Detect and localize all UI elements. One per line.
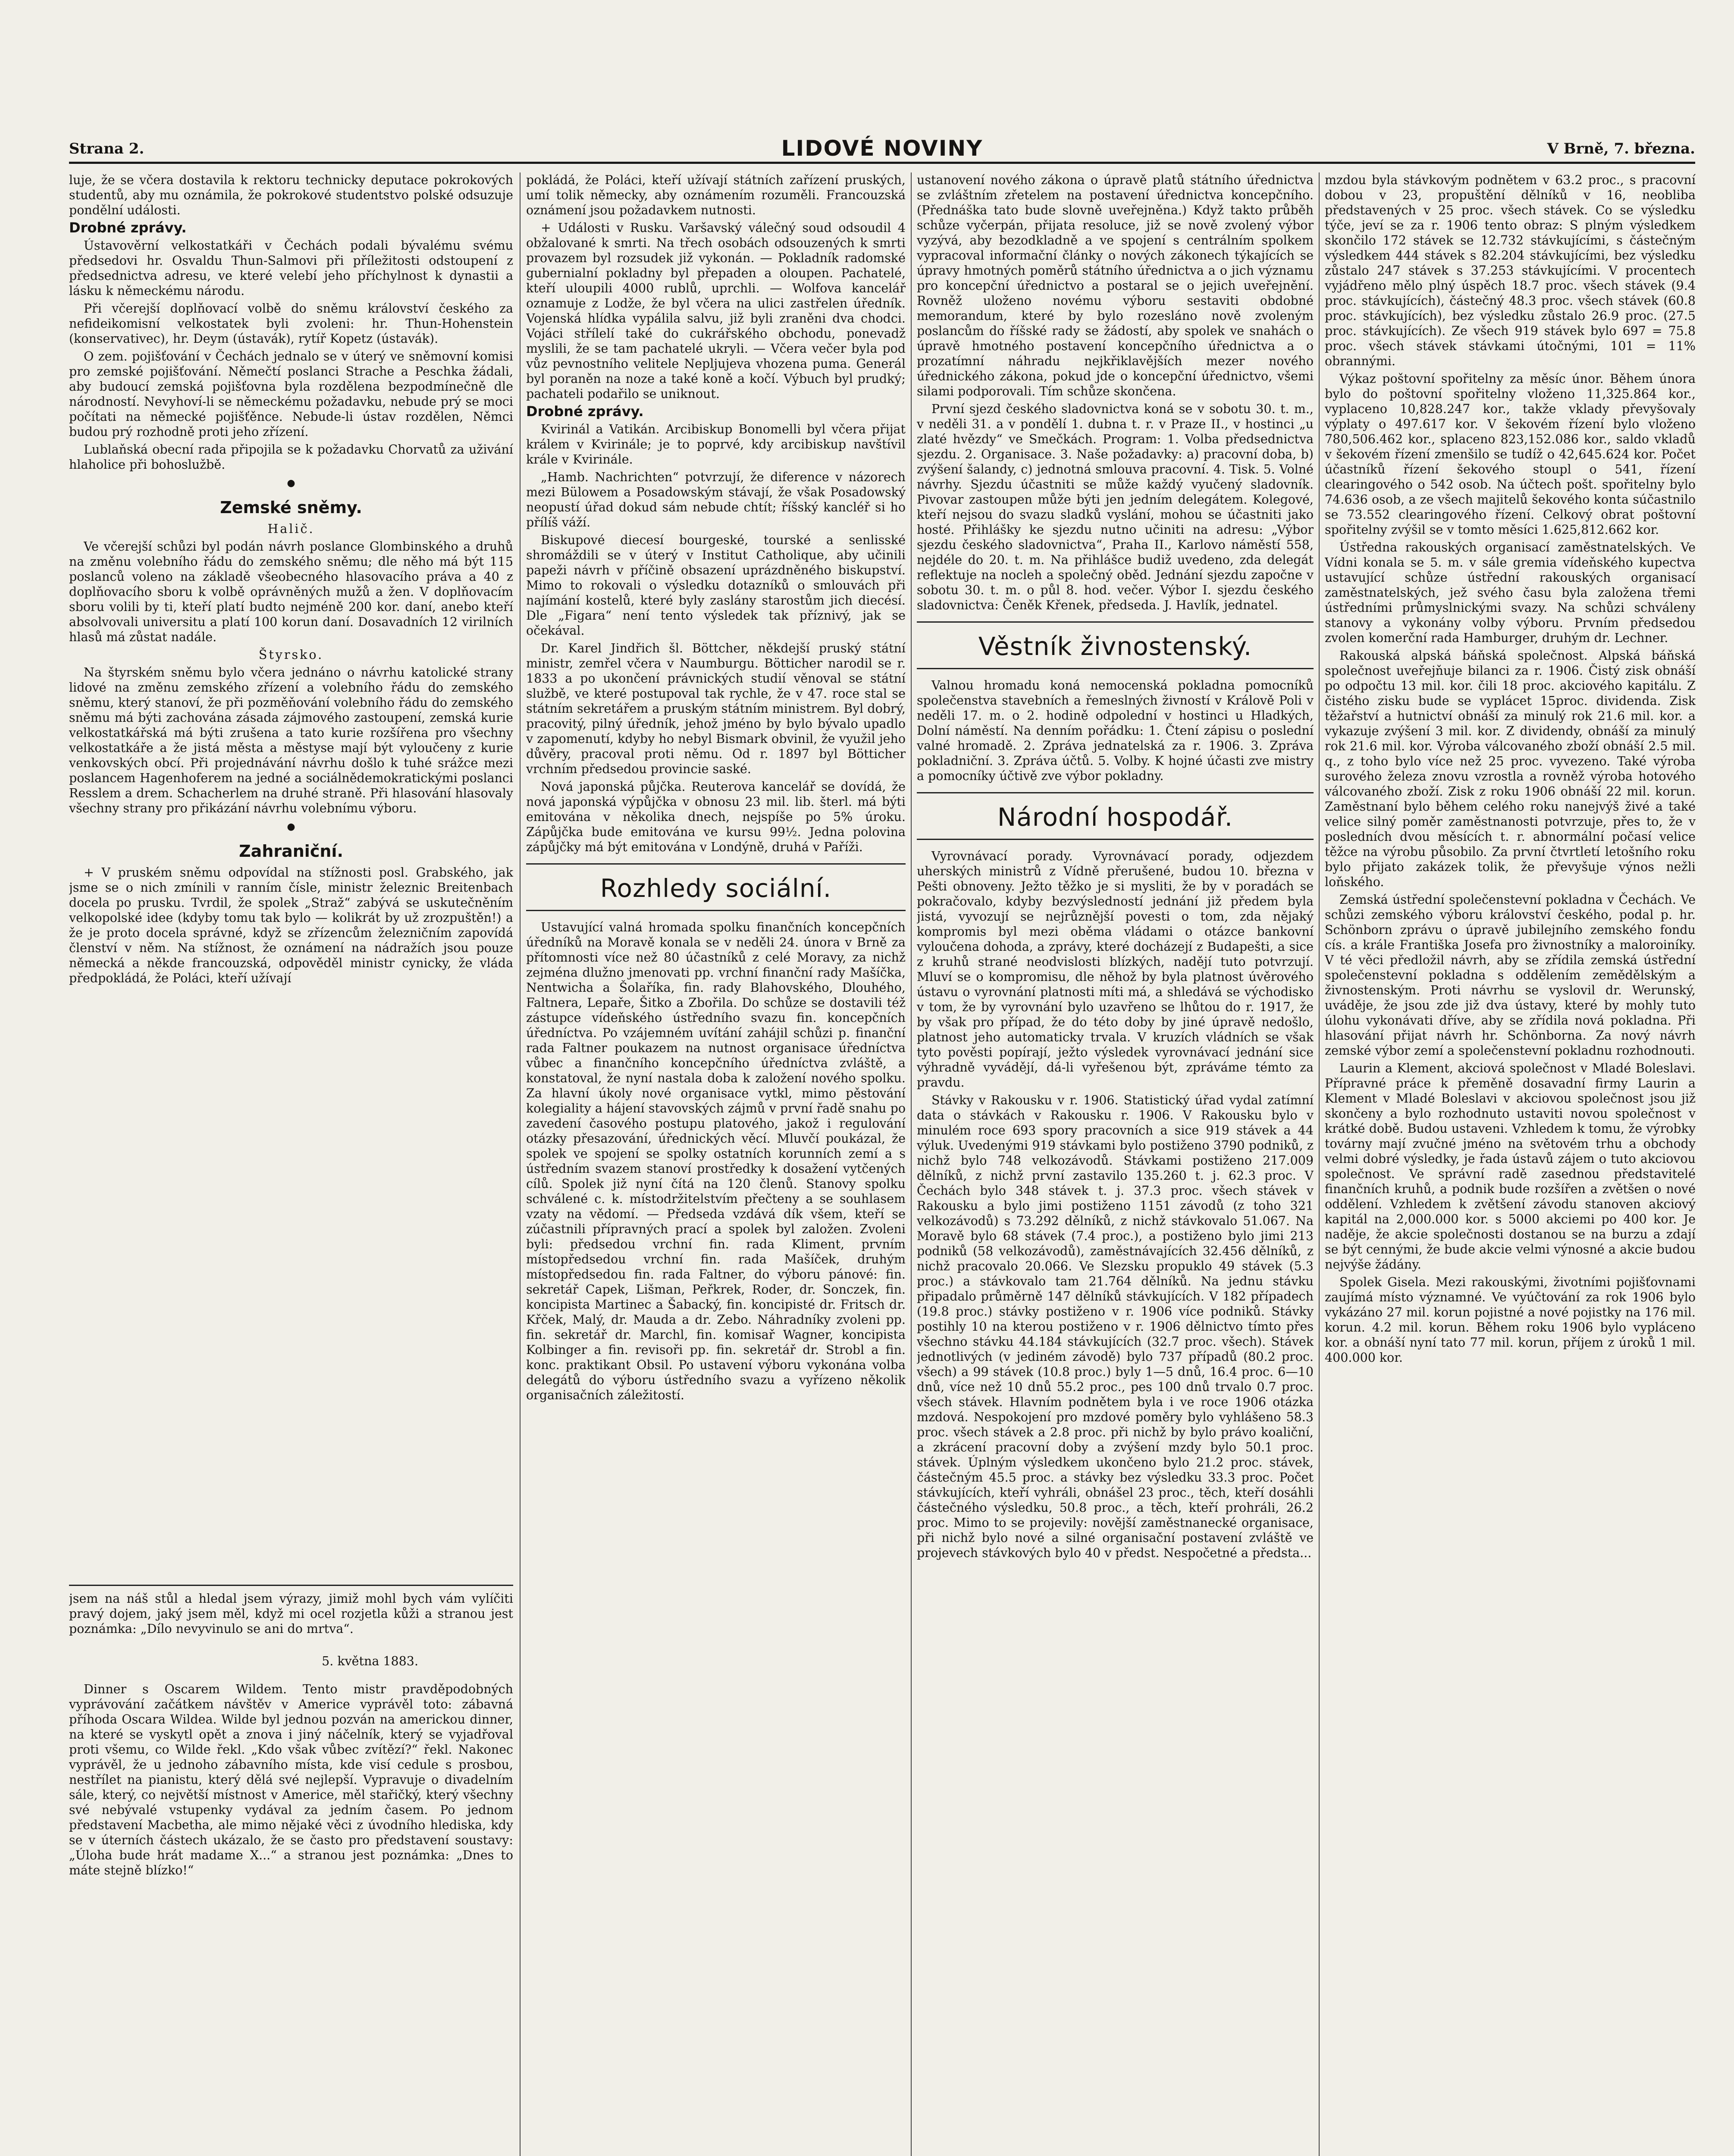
article-paragraph: Biskupové diecesí bourgeské, tourské a senlisské shromáždili se v úterý v Institut Catholique, aby učinili papeži návrh v příčině obsazení uprázdněného biskupství. Mimo to rokovali o výsledku dotazníků o smlouvách při najímání kostelů, které byly zaslány starostům jich diecésí. Dle „Figara“ není tento výsledek tak příznivý, jak se očekával. (526, 533, 906, 638)
section-heading-drobne-2: Drobné zprávy. (526, 403, 644, 420)
section-heading-rozhledy: Rozhledy sociální. (600, 874, 832, 903)
feuilleton-date: 5. května 1883. (322, 1654, 418, 1668)
column-3 (917, 172, 1314, 2156)
section-heading-drobne: Drobné zprávy. (69, 219, 187, 236)
feuilleton-intro: jsem na náš stůl a hledal jsem výrazy, jimiž mohl bych vám vylíčiti pravý dojem, jaký jsem měl, když mi ocel rozjetla kůži a stranou jest poznámka: „Dílo nevyvinulo se ani do mrtva“. (69, 1592, 513, 1636)
separator-bullet: ● (287, 821, 295, 832)
subheading-styrsko: Štyrsko. (258, 648, 324, 662)
article-paragraph: Ústředna rakouských organisací zaměstnatelských. Ve Vídni konala se 5. m. v sále gremia vídeňského kupectva ustavující schůze ústřední rakouských organisací zaměstnatelských, jež svého času byla založena třemi ústředními průmyslnickými svazy. Na schůzi schváleny stanovy a vykonány volby výboru. Prvním předsedou zvolen komerční rada Hamburger, druhým dr. Lechner. (1325, 540, 1696, 645)
article-paragraph: Spolek Gisela. Mezi rakouskými, životními pojišťovnami zaujímá místo významné. Ve vyúčtování za rok 1906 bylo vykázáno 27 mil. korun pojistné a nové pojistky na 176 mil. korun. 4.2 mil. korun. Během roku 1906 bylo vypláceno kor. a obnáší nyní tato 77 mil. korun, příjem z úroků 1 mil. 400.000 kor. (1325, 1275, 1696, 1365)
article-paragraph: Na štyrském sněmu bylo včera jednáno o návrhu katolické strany lidové na změnu zemského zřízení a volebního řádu do zemského sněmu, který stanoví, že při pozměňování volebního řádu do zemského sněmu má býti zachována zásada zájmového zastoupení, zemská kurie velkostatkářská má býti zrušena a tato kurie rozšířena pro všechny velkostatkáře a že jistá města a městyse mají být vyloučeny z kurie venkovských obcí. Při projednávání návrhu došlo k tuhé srážce mezi poslancem Hagenhoferem na jedné a sociálnědemokratickými poslanci Resslem a drem. Schacherlem na druhé straně. Při hlasování hlasovaly všechny strany pro přikázání návrhu volebnímu výboru. (69, 665, 513, 815)
article-paragraph: Při včerejší doplňovací volbě do sněmu království českého za nefideikomisní velkostatek byli zvoleni: hr. Thun-Hohenstein (konservativec), hr. Deym (ústavák), rytíř Kopetz (ústavák). (69, 301, 513, 346)
article-paragraph: pokládá, že Poláci, kteří užívají státních zařízení pruských, umí tolik německy, aby oznámením rozuměli. Francouzská oznámení jsou požadavkem nutnosti. (526, 173, 906, 217)
article-paragraph: Rakouská alpská báňská společnost. Alpská báňská společnost uveřejňuje bilanci za r. 1906. Čistý zisk obnáší po odpočtu 13 mil. kor. čili 18 proc. akciového kapitálu. Z čistého zisku bude se vyplácet 15proc. dividenda. Zisk těžařství a hutnictví obnáší za minulý rok 21.6 mil. kor. a vykazuje zvýšení 3 mil. kor. Z dividendy, obnáší za minulý rok 21.6 mil. kor. Výroba válcovaného zboží obnáší 2.5 mil. q., z toho bylo více než 25 proc. vyvezeno. Také výroba surového železa znovu vzrostla a rovněž výroba hotového válcovaného zboží. Zisk z roku 1906 obnáší 22 mil. korun. Zaměstnaní bylo během celého roku nanejvýš živé a také velice silný poměr zaměstnanosti potvrzuje, přes to, že v posledních dvou měsících t. r. abnormální počasí velice těžce na výrobu působilo. Za první čtvrtletí letošního roku bylo přijato zakázek tolik, že převyšuje výnos nežli loňského. (1325, 649, 1696, 889)
article-paragraph: Ve včerejší schůzi byl podán návrh poslance Glombinského a druhů na změnu volebního řádu do zemského sněmu; dle něho má být 115 poslanců voleno na základě všeobecného hlasovacího práva a 40 z doplňovacího sboru k volbě oprávněných mužů a žen. V doplňovacím sboru volili by ti, kteří platí budto nejméně 200 kor. daní, anebo kteří absolvovali universitu a platí 100 korun daní. Dosavadních 12 virilních hlasů má zůstat nadále. (69, 539, 513, 644)
column-4 (1325, 172, 1696, 2156)
section-heading-vestnik: Věstník živnostenský. (978, 632, 1252, 661)
article-paragraph: Vyrovnávací porady. Vyrovnávací porady, odjezdem uherských ministrů z Vídně přerušené, budou 10. března v Pešti obnoveny. Ježto těžko je si mysliti, že by v poradách se pokračovalo, kdyby bezvýsledností jednání již předem byla jistá, vyvozují se nejrůznější povesti o tom, zda nějaký kompromis byl mezi oběma vládami o otázce bankovní vyloučena dohoda, a zprávy, které docházejí z Budapešti, a sice z kruhů strané neodvislosti blízkých, nadějí tuto potvrzují. Mluví se o kompromisu, dle něhož by byla platnost úvěrového ústavu o vyrovnání platnosti míti má, a shledává se východisko v tom, že by vyrovnání bylo uzavřeno se lhůtou do r. 1917, že by však pro případ, že do této doby by jiné úpravě nedošlo, platnost jeho automaticky trvala. V kruzích vládních se však tyto pověsti popírají, ježto výsledek vyrovnávací jednání sice výhradně vyvádějí, dá-li vyřešenou být, zpráváme témto za pravdu. (917, 849, 1314, 1090)
subheading-halic: Halič. (267, 522, 315, 536)
article-paragraph: Stávky v Rakousku v r. 1906. Statistický úřad vydal zatímní data o stávkách v Rakousku r. 1906. V Rakousku bylo v minulém roce 693 spory pracovních a sice 919 stávek a 44 výluk. Uvedenými 919 stávkami bylo postiženo 3790 podniků, z nichž bylo 748 velkozávodů. Stávkami postiženo 217.009 dělníků, z nichž první zastavilo 135.260 t. j. 62.3 proc. V Čechách bylo 348 stávek t. j. 37.3 proc. všech stávek v Rakousku a bylo jimi postiženo 1151 závodů (z toho 321 velkozávodů) s 73.292 dělníků, z nichž stávkovalo 51.067. Na Moravě bylo 68 stávek (7.4 proc.), a postiženo bylo jimi 213 podniků (58 velkozávodů), zaměstnávajících 32.456 dělníků, z nichž pracovalo 20.066. Ve Slezsku propuklo 49 stávek (5.3 proc.) a stávkovalo tam 21.764 dělníků. Na jednu stávku připadalo průměrně 147 dělníků stávkujících. V 182 případech (19.8 proc.) stávky postiženo v r. 1906 více podniků. Stávky postihly 10 na kterou postiženo v r. 1906 dělnictvo tímto přes všechno stávku 44.184 stávkujících (32.7 proc. všech). Stávek jednotlivých (v jediném závodě) bylo 737 případů (80.2 proc. všech) a 99 stávek (10.8 proc.) byly 1—5 dnů, 16.4 proc. 6—10 dnů, více než 10 dnů 55.2 proc., pes 100 dnů trvalo 0.7 proc. všech stávek. Hlavním podnětem byla i ve roce 1906 otázka mzdová. Nespokojení pro mzdové poměry bylo vyhlášeno 58.3 proc. všech stávek a 2.8 proc. při nichž by bylo právo koaliční, a zkrácení pracovní doby a zvýšení mzdy bylo 50.1 proc. stávek. Úplným výsledkem ukončeno bylo 21.2 proc. stávek, částečným 45.5 proc. a stávky bez výsledku 33.3 proc. Počet stávkujících, kteří vyhráli, obnášel 23 proc., těch, kteří dosáhli částečného výsledku, 50.8 proc., a těch, kteří prohráli, 26.2 proc. Mimo to se projevily: novější zaměstnanecké organisace, při nichž bylo nové a silné organisační postavení zvláště ve projevech stávkových bylo 40 v předst. Nespočetné a předsta... (917, 1093, 1314, 1560)
page-header (69, 132, 1695, 164)
article-paragraph: První sjezd českého sladovnictva koná se v sobotu 30. t. m., v neděli 31. a v pondělí 1. dubna t. r. v Praze II., v hostinci „u zlaté hvězdy“ ve Smečkách. Program: 1. Volba předsednictva sjezdu. 2. Organisace. 3. Naše požadavky: a) pracovní doba, b) zvýšení šalandy, c) jednotná smlouva pracovní. 4. Tisk. 5. Volné návrhy. Sjezdu účastniti se může každý vyučený sladovník. Pivovar zastoupen může býti jen jedním delegátem. Kolegové, kteří nejsou do svazu sladků vyslání, mohou se účastniti jako hosté. Přihlášky ke sjezdu nutno učiniti na adresu: „Výbor sjezdu českého sladovnictva“, Praha II., Karlovo náměstí 558, nejdéle do 20. t. m. Na přihlášce budiž uvedeno, zda delegát reflektuje na nocleh a společný oběd. Jednání sjezdu započne v sobotu 30. t. m. o půl 8. hod. večer. Výbor I. sjezdu českého sladovnictva: Čeněk Křenek, předseda. J. Havlík, jednatel. (917, 402, 1314, 612)
article-paragraph: „Hamb. Nachrichten“ potvrzují, že diference v názorech mezi Bülowem a Posadowským stávají, že však Posadowský neopustí úřad dokud sám nebude chtít; říšský kancléř si ho přílíš váží. (526, 470, 906, 530)
article-paragraph: O zem. pojišťování v Čechách jednalo se v úterý ve sněmovní komisi pro zemské pojišťování. Němečtí poslanci Strache a Peschka žádali, aby budoucí zemská pojišťovna byla rozdělena bezpodmínečně dle národností. Nevyhoví-li se německému požadavku, nebude prý se moci počítati na německé pojišťěnce. Nebude-li ústav rozdělen, Němci budou prý rozhodně proti jeho zřízení. (69, 349, 513, 439)
separator-bullet: ● (287, 478, 295, 489)
lead-paragraph: luje, že se včera dostavila k rektoru technicky deputace pokrokových studentů, aby mu oznámila, že pokrokové studentstvo polské odsuzuje pondělní události. (69, 173, 513, 217)
section-heading-snemy: Zemské sněmy. (220, 498, 362, 517)
article-paragraph: Zemská ústřední společenstevní pokladna v Čechách. Ve schůzi zemského výboru království českého, podal p. hr. Schönborn zprávu o úpravě jubilejního zemského fondu cís. a krále Františka Josefa pro živnostníky a maloroiníky. V té věci předložil návrh, aby se zřídila zemská ústřední společenstevní pokladna s oddělením zemědělským a živnostenským. Proti návrhu se vyslovil dr. Werunský, uváděje, že jsou zde již dva ústavy, které by mohly tuto úlohu vykonávati dříve, aby se zřídila nová pokladna. Při hlasování přijat návrh hr. Schönborna. Za nový návrh zemské výbor zemí a společenstevní pokladnu rozhodnouti. (1325, 893, 1696, 1058)
article-paragraph: ustanovení nového zákona o úpravě platů státního úřednictva se zvláštním zřetelem na postavení úřednictva koncepčního. (Přednáška tato bude slovně uveřejněna.) Když takto průběh schůze vyčerpán, přijata resoluce, již se nově zvolený výbor vyzývá, aby bezodkladně a ve spojení s centrálním spolkem vypracoval informační články o nových zákonech týkajících se úpravy hmotných poměrů státního úřednictva a o jich významu pro koncepční úřednictvo a postaral se o jejich uveřejnění. Rovněž uloženo novému výboru sestaviti obdobné memorandum, které by bylo rozesláno nově zvoleným poslancům do říšské rady se žádostí, aby spolek ve snahách o úpravě hmotného postavení koncepčního úřednictva a o prozatímní náhradu nejkřiklavějších mezer nového úřednického zákona, pokud jde o koncepční úřednictvo, všemi silami podporovali. Tím schůze skončena. (917, 173, 1314, 398)
feuilleton-divider (69, 1585, 513, 1586)
column-rule (520, 172, 521, 2156)
article-paragraph: mzdou byla stávkovým podnětem v 63.2 proc., s pracovní dobou v 23, propuštění dělníků v 16, neobliba představených v 25 proc. všech stávek. Co se výsledku týče, jeví se za r. 1906 tento obraz: S plným výsledkem skončilo 172 stávek se 12.732 stávkujícími, s částečným výsledkem 444 stávek s 82.204 stávkujícími, bez výsledku zůstalo 247 stávek s 37.253 stávkujícími. V procentech vyjádřeno mělo plný úspěch 18.7 proc. všech stávek (9.4 proc. stávkujících), částečný 48.3 proc. všech stávek (60.8 proc. stávkujících), bez výsledku zůstalo 26.9 proc. (27.5 proc. stávkujících). Ze všech 919 stávek bylo 697 = 75.8 proc. všech stávek stávkami útočnými, 101 = 11% obrannými. (1325, 173, 1696, 368)
article-paragraph: Výkaz poštovní spořitelny za měsíc únor. Během února bylo do poštovní spořitelny vloženo 11,325.864 kor., vyplaceno 10,828.247 kor., takže vklady převyšovaly výplaty o 497.617 kor. V šekovém řízení bylo vloženo 780,506.462 kor., splaceno 823,152.086 kor., saldo vkladů v šekovém řízení zmenšilo se tudíž o 42,645.624 kor. Počet účastníků řízení šekového stoupl o 541, řízení clearingového o 542 osob. Na účtech pošt. spořitelny bylo 74.636 osob, a ze všech majitelů šekového konta súčastnilo se 73.552 clearingového řízení. Celkový obrat poštovní spořitelny zvýšil se v tomto měsíci 1.625,812.662 kor. (1325, 372, 1696, 537)
column-rule (911, 172, 912, 2156)
section-heading-narodni: Národní hospodář. (997, 802, 1233, 832)
article-paragraph: Kvirinál a Vatikán. Arcibiskup Bonomelli byl včera přijat králem v Kvirinále; je to poprvé, kdy arcibiskup navštívil krále v Kvirinále. (526, 422, 906, 467)
article-paragraph: Lublaňská obecní rada připojila se k požadavku Chorvatů za uživání hlaholice při bohoslužbě. (69, 442, 513, 472)
article-paragraph: + Události v Rusku. Varšavský válečný soud odsoudil 4 obžalované k smrti. Na třech osobách odsouzených k smrti provazem byl rozsudek již vykonán. — Pokladník radomské gubernialní pokladny byl přepaden a oloupen. Pachatelé, kteří uloupili 4000 rublů, uprchli. — Wolfova kancelář oznamuje z Lodže, že byl včera na ulici zastřelen úředník. Vojenská hlídka vypálila salvu, již byli zraněni dva chodci. Vojáci střílelí také do cukrářského obchodu, ponevadž myslili, že se tam pachatelé ukryli. — Včera večer byla pod vůz pevnostního velitele Nepljujeva vhozena puma. Generál byl poraněn na noze a také koně a kočí. Výbuch byl prudký; pachateli podařilo se uniknout. (526, 221, 906, 401)
column-rule (1319, 172, 1320, 2156)
section-heading-zahranicni: Zahraniční. (239, 842, 343, 861)
issue-date: V Brně, 7. března. (1547, 140, 1695, 157)
column-2 (526, 172, 906, 2156)
feuilleton (69, 1591, 513, 2156)
article-paragraph: Valnou hromadu koná nemocenská pokladna pomocníků společenstva stavebních a řemeslných živností v Králově Poli v neděli 17. m. o 2. hodině odpolední v hostinci u Hladkých, Dolní náměstí. Na denním pořádku: 1. Čtení zápisu o poslední valné hromadě. 2. Zpráva jednatelská za r. 1906. 3. Zpráva pokladniční. 3. Zpráva účtů. 5. Volby. K hojné účasti zve mistry a pomocníky účtivě zve výbor pokladny. (917, 678, 1314, 783)
masthead: LIDOVÉ NOVINY (781, 136, 983, 161)
page-number: Strana 2. (69, 140, 144, 157)
article-paragraph: Laurin a Klement, akciová společnost v Mladé Boleslavi. Přípravné práce k přeměně dosavadní firmy Laurin a Klement v Mladé Boleslavi v akciovou společnost jsou již skončeny a bylo rozhodnuto ustaviti novou společnost v krátké době. Budou ustaveni. Vzhledem k tomu, že výrobky továrny mají zvučné jméno na světovém trhu a obchody velmi dobré výsledky, je řada ústavů zájem o tuto akciovou společnost. Ve správní radě zasednou představitelé finančních kruhů, a podnik bude rozšířen a zvětšen o nové oddělení. Vzhledem k zvětšení závodu stanoven akciový kapitál na 2,000.000 kor. s 5000 akciemi po 400 kor. Je naděje, že akcie společnosti dostanou se na burzu a zdají se být cennými, že bude akcie velmi výnosné a akcie budou nejvýše žádány. (1325, 1061, 1696, 1272)
article-paragraph: Dr. Karel Jindřich šl. Böttcher, někdejší pruský státní ministr, zemřel včera v Naumburgu. Bötticher narodil se r. 1833 a po ukončení právnických studií věnoval se státní službě, ve které postupoval tak rychle, že v 47. roce stal se státním sekretářem a pruským státním ministrem. Byl dobrý, pracovitý, pilný úředník, jehož jméno by bylo bývalo upadlo v zapomenutí, kdyby ho nebyl Bismark obvinil, že využil jeho důvěry, pracoval proti němu. Od r. 1897 byl Bötticher vrchním předsedou provincie saské. (526, 641, 906, 776)
article-paragraph: Ústavověrní velkostatkáři v Čechách podali bývalému svému předsedovi hr. Osvaldu Thun-Salmovi při příležitosti odstoupení z předsednictva adresu, ve které velebí jeho příchylnost k dynastii a lásku k německému národu. (69, 238, 513, 298)
feuilleton-paragraph: Dinner s Oscarem Wildem. Tento mistr pravděpodobných vyprávování začátkem návštěv v Americe vyprávěl toto: zábavná příhoda Oscara Wildea. Wilde byl jednou pozván na americkou dinner, na které se vyskytl opět a znova i jiný náčelník, který se vyjadřoval proti všemu, co Wilde řekl. „Kdo však vůbec zvítězí?“ řekl. Nakonec vyprávěl, že u jednoho zábavního místa, kde visí cedule s prosbou, nestřílet na pianistu, který dělá své nejlepší. Vypravuje o divadelním sále, který, co největší místnost v Americe, měl stařičký, který všechny své nebývalé vstupenky vydával za jedním časem. Po jednom představení Macbetha, ale mimo nějaké věci z úvodního hlediska, kdy se v úterních částech ukázalo, že se často pro představení soustavy: „Úloha bude hrát madame X...“ a stranou jest poznámka: „Dnes to máte stejně blízko!“ (69, 1682, 513, 1877)
column-1 (69, 172, 513, 1580)
article-paragraph: Ustavující valná hromada spolku finančních koncepčních úředníků na Moravě konala se v neděli 24. února v Brně za přítomnosti více než 80 účastníků z celé Moravy, za nichž zejména dlužno jmenovati pp. vrchní finanční rady Mašíčka, Nentwicha a Šolaříka, fin. rady Blahovského, Dlouhého, Faltnera, Lepaře, Šitko a Zbořila. Do schůze se dostavili též zástupce vídeňského ústředního svazu fin. koncepčních úředníctva. Po vzájemném uvítání zahájil schůzi p. finanční rada Faltner poukazem na nutnost organisace úředníctva vůbec a finančního koncepčního úředníctva zvláště, a konstatoval, že nyní nastala doba k založení nového spolku. Za hlavní úkoly nové organisace vytkl, mimo pěstování kolegiality a hájení stavovských zájmů v první řadě snahu po zavedení časového postupu platového, jakož i regulování otázky přesazování, úřednických věcí. Mluvčí poukázal, že spolek ve spojení se spolky ostatních korunních zemí a s ústředním svazem stanoví prostředky k dosažení vytčených cílů. Spolek již nyní čítá na 120 členů. Stanovy spolku schválené c. k. místodržitelstvím přečteny a se souhlasem vzaty na vědomí. — Předseda vzdává dík všem, kteří se zúčastnili přípravných prací a spolek byl založen. Zvoleni byli: předsedou vrchní fin. rada Kliment, prvním místopředsedou vrchní fin. rada Mašíček, druhým místopředsedou fin. rada Faltner, do výboru pánové: fin. sekretář Capek, Lišman, Peřkrek, Roder, dr. Sonczek, fin. koncipista Martinec a Šabacký, fin. koncipisté dr. Fritsch dr. Křček, Malý, dr. Mauda a dr. Zebo. Náhradníky zvoleni pp. fin. sekretář dr. Marchl, fin. komisař Wagner, koncipista Kolbinger a fin. revisoři pp. fin. sekretář dr. Strobl a fin. konc. praktikant Obsil. Po ustavení výboru vykonána volba delegátů do výboru ústředního svazu a vyřízeno několik organisačních záležitostí. (526, 920, 906, 1402)
article-paragraph: + V pruském sněmu odpovídal na stížnosti posl. Grabského, jak jsme se o nich zmínili v ranním čísle, ministr železnic Breitenbach docela po prusku. Tvrdil, že spolek „Straž“ zabývá se uskutečněním velkopolské idee (kdyby tomu tak bylo — kolikrát by už zrozpuštěn!) a že je proto docela správné, když se zřízencům železničním zapovídá členství v něm. Na stížnost, že oznámení na nádražích jsou pouze německá a někde francouzská, odpověděl ministr cynicky, že vláda předpokládá, že Poláci, kteří užívají (69, 865, 513, 985)
article-paragraph: Nová japonská půjčka. Reuterova kancelář se dovídá, že nová japonská výpůjčka v obnosu 23 mil. lib. šterl. má býti emitována v několika dnech, nejspíše po 5% úroku. Zápůjčka bude emitována ve kursu 99½. Jedna polovina zápůjčky má být emitována v Londýně, druhá v Paříži. (526, 780, 906, 854)
